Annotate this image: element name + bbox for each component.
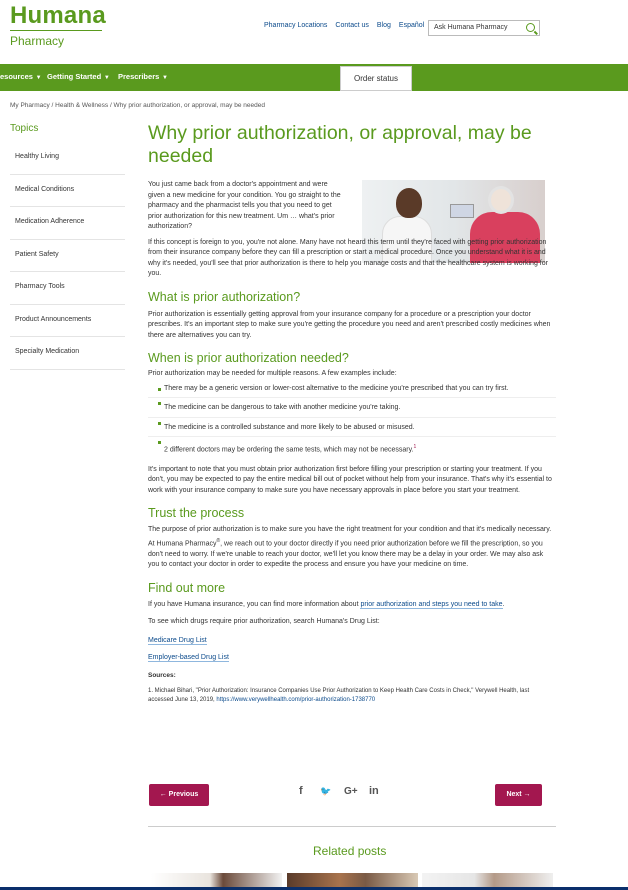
- drug-list-intro: To see which drugs require prior authorization, search Humana's Drug List:: [148, 618, 380, 626]
- logo-wordmark: Humana: [10, 2, 106, 29]
- nav-resources-label: esources: [0, 72, 33, 81]
- search-placeholder: Ask Humana Pharmacy: [434, 24, 508, 31]
- order-status-button[interactable]: Order status: [340, 66, 412, 91]
- sidebar-item-medication-adherence[interactable]: Medication Adherence: [10, 207, 125, 240]
- logo-rule: [10, 30, 102, 31]
- intro-paragraph-1: You just came back from a doctor's appointment and were given a new medicine for your condition. You go straight to the pharmacy and the pharmacist tells you that you need to get prior authorization for this new treatment. Um … what's prior authorization?: [148, 181, 341, 230]
- source-link[interactable]: https://www.verywellhealth.com/prior-authorization-1738770: [216, 697, 376, 704]
- employer-drug-list-link[interactable]: Employer-based Drug List: [148, 654, 229, 662]
- sidebar-item-healthy-living[interactable]: Healthy Living: [10, 142, 125, 175]
- main-nav: [0, 64, 628, 91]
- next-button[interactable]: Next →: [495, 784, 542, 806]
- link-contact-us[interactable]: Contact us: [335, 22, 369, 29]
- link-espanol[interactable]: Español: [398, 22, 425, 29]
- chevron-down-icon: ▼: [102, 75, 110, 81]
- nav-prescribers-label: Prescribers: [118, 72, 160, 81]
- sidebar-item-patient-safety[interactable]: Patient Safety: [10, 240, 125, 273]
- heading-what: What is prior authorization?: [148, 289, 301, 304]
- nav-prescribers[interactable]: [118, 72, 168, 81]
- intro-paragraph-2: [148, 238, 556, 280]
- chevron-down-icon: ▼: [33, 75, 42, 81]
- linkedin-icon[interactable]: in: [369, 785, 379, 797]
- sidebar-item-medical-conditions[interactable]: Medical Conditions: [10, 175, 125, 208]
- medicare-drug-list-link[interactable]: Medicare Drug List: [148, 636, 207, 644]
- employer-drug-list-row: [148, 653, 556, 664]
- nav-getting-started[interactable]: [47, 72, 110, 81]
- photo-monitor: [450, 204, 474, 218]
- nav-resources[interactable]: [0, 72, 42, 81]
- breadcrumb[interactable]: My Pharmacy / Health & Wellness / Why prior authorization, or approval, may be needed: [10, 102, 265, 109]
- sidebar-item-specialty-medication[interactable]: Specialty Medication: [10, 337, 125, 370]
- nav-getting-started-label: Getting Started: [47, 72, 102, 81]
- previous-button[interactable]: ← Previous: [149, 784, 209, 806]
- twitter-icon[interactable]: 🐦: [320, 786, 332, 796]
- heading-when: When is prior authorization needed?: [148, 351, 349, 365]
- chevron-down-icon: ▼: [160, 75, 168, 81]
- page-title: [148, 122, 556, 168]
- search-input[interactable]: [428, 20, 540, 36]
- sidebar-item-product-announcements[interactable]: Product Announcements: [10, 305, 125, 338]
- source-citation: 1. Michael Bihari, "Prior Authorization: Insurance Companies Use Prior Authorization to Keep Health Care Costs in Check," Verywell Health, last accessed June 13, 2019, https://www.verywellhealth.com/prior-authorization-1738770: [148, 687, 530, 704]
- humana-pharmacy-logo[interactable]: [10, 4, 106, 48]
- sidebar-title: Topics: [10, 123, 39, 134]
- list-item: 2 different doctors may be ordering the same tests, which may not be necessary.$^1$: [148, 437, 556, 459]
- footnote-ref[interactable]: 1: [413, 444, 417, 450]
- sidebar-topics: [10, 123, 125, 370]
- header: [0, 0, 628, 64]
- link-pharmacy-locations[interactable]: Pharmacy Locations: [264, 22, 328, 29]
- search-icon[interactable]: [526, 23, 535, 32]
- important-paragraph: It's important to note that you must obtain prior authorization first before filling your prescription or starting your treatment. If you don't, you may be expected to pay the entire medical bill out of pocket without help from your insurance. That's why it's essential to work with your insurance company to make sure you have necessary approvals in place before you start your treatment.: [148, 465, 552, 494]
- link-blog[interactable]: Blog: [376, 22, 391, 29]
- facebook-icon[interactable]: f: [299, 785, 303, 797]
- page-title-line2: needed: [148, 145, 214, 167]
- article: [148, 122, 556, 706]
- heading-trust: Trust the process: [148, 506, 245, 521]
- list-item: The medicine can be dangerous to take with another medicine you're taking.: [148, 398, 556, 418]
- intro-paragraph-2-text: If this concept is foreign to you, you're not alone. Many have not heard this term until they're faced with getting prior authorization from their insurance company before they can fill a prescription or start a medical procedure. Once you understand what it is and why it's needed, you'll see that prior authorization is there to help you manage costs and that the healthcare system is working for you.: [148, 238, 548, 277]
- logo-subtitle: Pharmacy: [10, 34, 65, 48]
- trust-paragraph: The purpose of prior authorization is to make sure you have the right treatment for your condition and that it's medically necessary. At Humana Pharmacy®, we reach out to your doctor directly if you need prior authorization before we fill the prescription, so you don't need to worry. If we're unable to reach your doctor, we'll let you know there may be a delay in your order. We may also ask you to contact your doctor in order to expedite the process and ensure you have your medicine on time.: [148, 526, 552, 569]
- heading-find: Find out more: [148, 580, 226, 595]
- divider: [148, 826, 556, 827]
- what-paragraph: Prior authorization is essentially getting approval from your insurance company for a procedure or a prescription your doctor prescribes. It's an important step to make sure you're getting the procedure you need and aren't prescribed costly medicines when there are alternatives you can try.: [148, 310, 551, 339]
- page-title-line1: Why prior authorization, or approval, may be: [148, 122, 532, 144]
- google-plus-icon[interactable]: G+: [344, 786, 358, 797]
- medicare-drug-list-row: [148, 636, 556, 647]
- list-item: The medicine is a controlled substance and more likely to be abused or misused.: [148, 418, 556, 438]
- sidebar-item-pharmacy-tools[interactable]: Pharmacy Tools: [10, 272, 125, 305]
- sources-label: Sources:: [148, 671, 176, 679]
- related-posts-title: Related posts: [313, 844, 387, 858]
- list-item: There may be a generic version or lower-cost alternative to the medicine you're prescribed that you can try first.: [148, 384, 556, 399]
- utility-links: [264, 22, 424, 29]
- prior-auth-steps-link[interactable]: prior authorization and steps you need to take: [360, 600, 503, 608]
- when-intro: Prior authorization may be needed for multiple reasons. A few examples include:: [148, 370, 397, 377]
- reasons-list: [148, 384, 556, 459]
- find-paragraph: If you have Humana insurance, you can find more information about prior authorization and steps you need to take.: [148, 600, 505, 608]
